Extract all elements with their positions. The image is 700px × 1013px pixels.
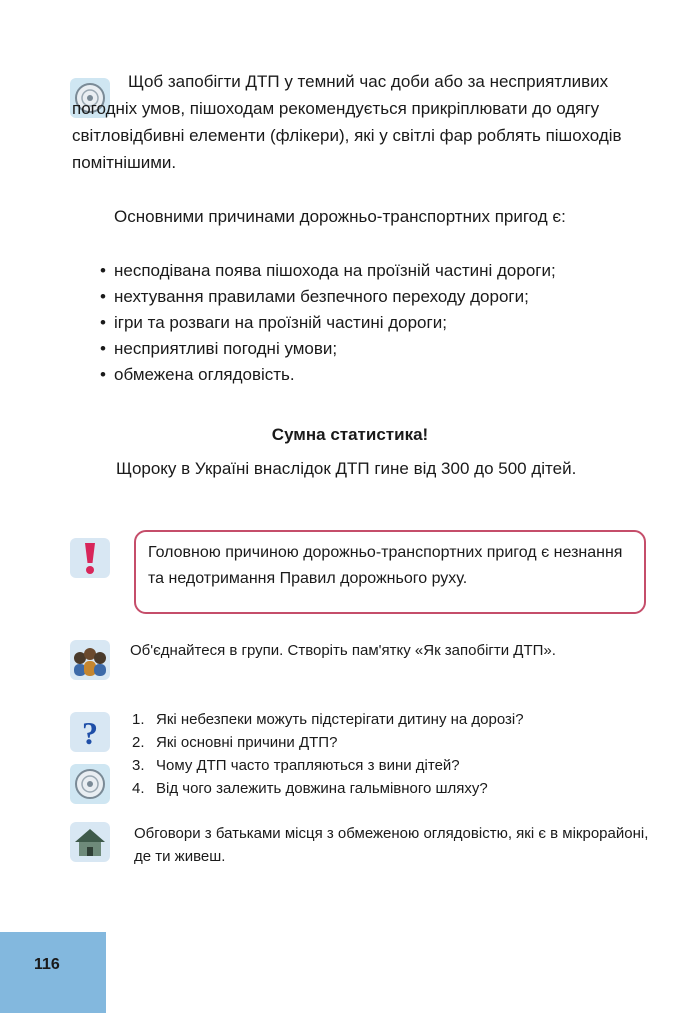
exclamation-icon xyxy=(70,538,110,578)
home-task: Обговори з батьками місця з обмеженою оглядовістю, які є в мікрорайоні, де ти живеш. xyxy=(134,825,649,865)
home-icon xyxy=(70,822,110,862)
list-item: • несподівана поява пішохода на проїзній частині дороги; xyxy=(98,258,658,284)
causes-intro: Основними причинами дорожньо-транспортних пригод є: xyxy=(114,207,566,226)
questions-list xyxy=(132,708,652,800)
list-item: • несприятливі погодні умови; xyxy=(98,336,658,362)
question-text: Чому ДТП часто трапляються з вини дітей? xyxy=(156,757,460,774)
causes-list xyxy=(98,258,658,388)
list-item: • ігри та розваги на проїзній частині дороги; xyxy=(98,310,658,336)
question-number: 4. xyxy=(132,780,145,797)
list-item xyxy=(132,754,652,777)
list-item: • нехтування правилами безпечного переходу дороги; xyxy=(98,284,658,310)
question-text: Які небезпеки можуть підстерігати дитину на дорозі? xyxy=(156,711,524,728)
question-text: Які основні причини ДТП? xyxy=(156,734,338,751)
question-icon xyxy=(70,712,110,752)
flicker-paragraph: Щоб запобігти ДТП у темний час доби або за несприятливих погодніх умов, пішоходам рекомендується прикріплювати до одягу світловідбивні елементи (флікери), які у світлі фар роблять пішоходів помітнішими. xyxy=(72,72,622,172)
list-item xyxy=(132,777,652,800)
list-item: • обмежена оглядовість. xyxy=(98,362,658,388)
statistics-heading: Сумна статистика! xyxy=(271,425,429,444)
page-number: 116 xyxy=(0,932,106,1013)
question-number: 3. xyxy=(132,757,145,774)
statistics-text: Щороку в Україні внаслідок ДТП гине від 300 до 500 дітей. xyxy=(116,459,577,478)
list-item xyxy=(132,708,652,731)
group-icon xyxy=(70,640,110,680)
important-box: Головною причиною дорожньо-транспортних пригод є незнання та недотримання Правил дорожнього руху. xyxy=(134,530,646,614)
disc-icon xyxy=(70,764,110,804)
question-number: 2. xyxy=(132,734,145,751)
group-task: Об'єднайтеся в групи. Створіть пам'ятку «Як запобігти ДТП». xyxy=(130,642,556,659)
question-text: Від чого залежить довжина гальмівного шляху? xyxy=(156,780,488,797)
question-number: 1. xyxy=(132,711,145,728)
svg-text:?: ? xyxy=(82,715,98,751)
list-item xyxy=(132,731,652,754)
